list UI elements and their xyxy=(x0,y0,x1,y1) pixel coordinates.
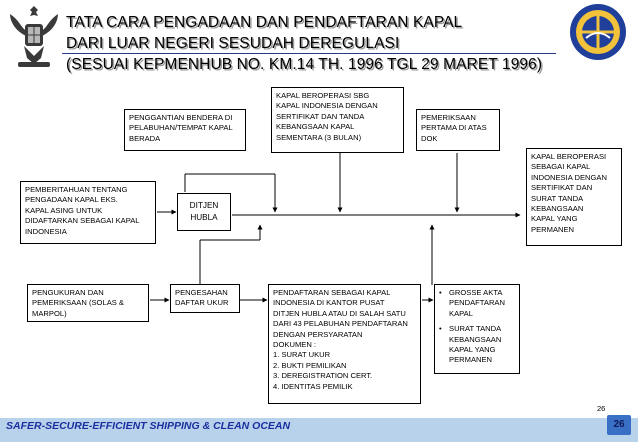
bullet-surat-tanda: • SURAT TANDA KEBANGSAAN KAPAL YANG PERMANEN xyxy=(439,324,515,366)
footer-slogan: SAFER-SECURE-EFFICIENT SHIPPING & CLEAN OCEAN xyxy=(6,420,291,432)
box-pengesahan: PENGESAHAN DAFTAR UKUR xyxy=(170,284,240,313)
box-pendaftaran: PENDAFTARAN SEBAGAI KAPAL INDONESIA DI KANTOR PUSAT DITJEN HUBLA ATAU DI SALAH SATU DARI 43 PELABUHAN PENDAFTARAN DENGAN PERSYARATAN DOKUMEN : 1. SURAT UKUR 2. BUKTI PEMILIKAN 3. DEREGISTRATION CERT. 4. IDENTITAS PEMILIK xyxy=(268,284,421,404)
bullet-grosse: • GROSSE AKTA PENDAFTARAN KAPAL xyxy=(439,288,515,319)
box-grosse-akta xyxy=(434,284,520,374)
title-line-3: (SESUAI KEPMENHUB NO. KM.14 TH. 1996 TGL 29 MARET 1996) xyxy=(66,56,543,73)
box-pengukuran: PENGUKURAN DAN PEMERIKSAAN (SOLAS & MARPOL) xyxy=(27,284,149,322)
box-pemberitahuan: PEMBERITAHUAN TENTANG PENGADAAN KAPAL EKS. KAPAL ASING UNTUK DIDAFTARKAN SEBAGAI KAPAL INDONESIA xyxy=(20,181,156,244)
box-kapal-sementara: KAPAL BEROPERASI SBG KAPAL INDONESIA DENGAN SERTIFIKAT DAN TANDA KEBANGSAAN KAPAL SEMENTARA (3 BULAN) xyxy=(271,87,404,153)
box-kapal-permanen: KAPAL BEROPERASI SEBAGAI KAPAL INDONESIA DENGAN SERTIFIKAT DAN SURAT TANDA KEBANGSAAN KAPAL YANG PERMANEN xyxy=(526,148,622,246)
box-pemeriksaan-dok: PEMERIKSAAN PERTAMA DI ATAS DOK xyxy=(416,109,500,151)
page-number-badge: 26 xyxy=(607,415,631,435)
box-penggantian-bendera: PENGGANTIAN BENDERA DI PELABUHAN/TEMPAT KAPAL BERADA xyxy=(124,109,246,151)
page-number-small: 26 xyxy=(597,404,606,413)
title-line-2: DARI LUAR NEGERI SESUDAH DEREGULASI xyxy=(66,35,400,52)
box-ditjen-hubla: DITJEN HUBLA xyxy=(177,193,231,231)
title-line-1: TATA CARA PENGADAAN DAN PENDAFTARAN KAPAL xyxy=(66,14,463,31)
